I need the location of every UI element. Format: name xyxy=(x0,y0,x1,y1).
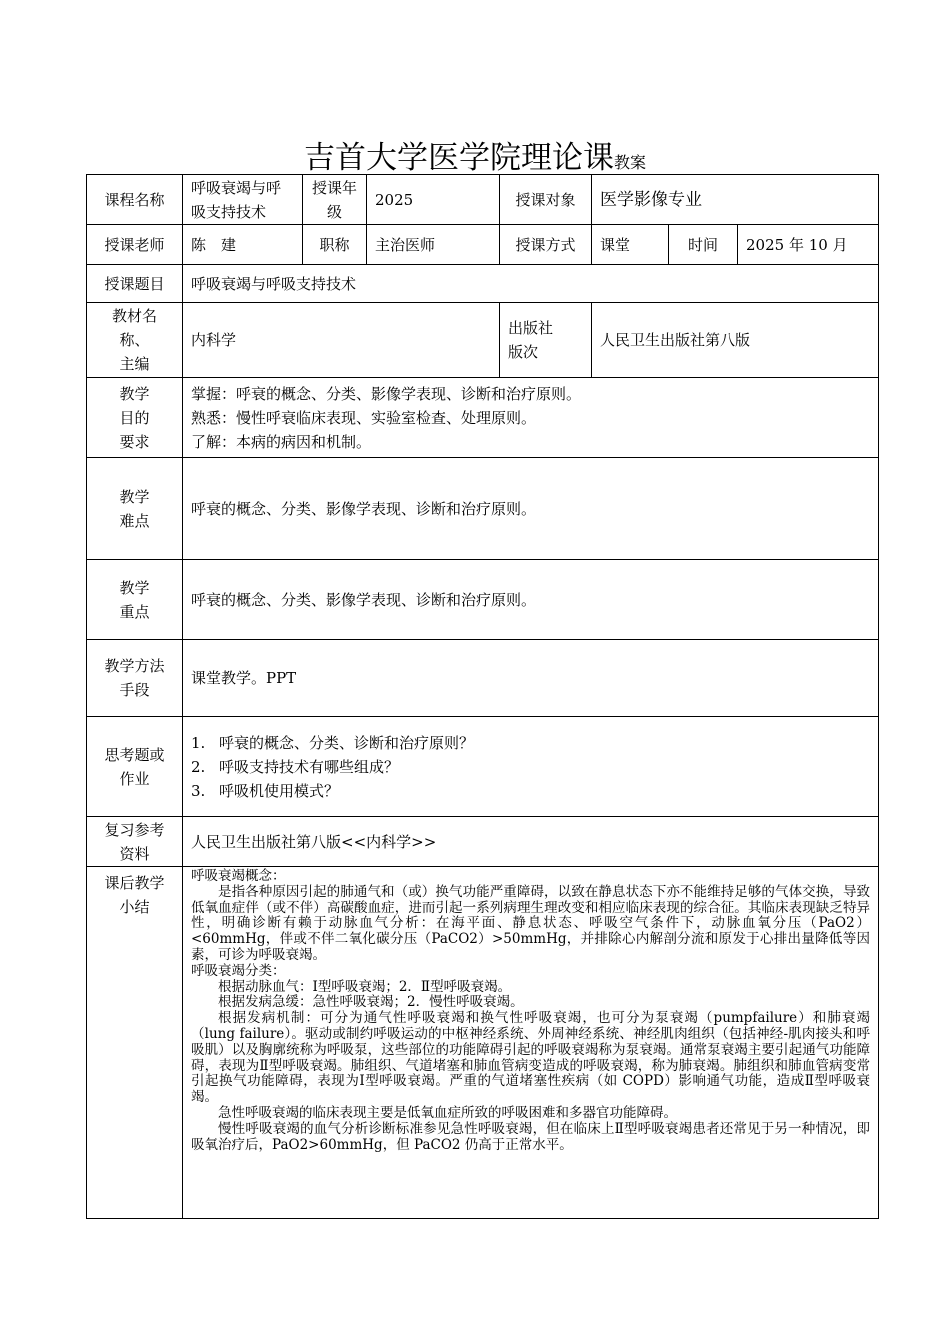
homework-row xyxy=(87,717,879,817)
key-points-label: 教学 重点 xyxy=(87,560,183,640)
summary-paragraph: 根据动脉血气：Ⅰ型呼吸衰竭；2．Ⅱ型呼吸衰竭。 xyxy=(218,978,512,995)
difficulties-row xyxy=(87,458,879,560)
references-label: 复习参考 资料 xyxy=(87,817,183,867)
topic-row xyxy=(87,265,879,303)
key-points-value: 呼衰的概念、分类、影像学表现、诊断和治疗原则。 xyxy=(183,560,879,640)
textbook-row xyxy=(87,303,879,378)
teacher-value: 陈 建 xyxy=(183,225,303,265)
title-main: 吉首大学医学院理论课 xyxy=(303,140,614,176)
teacher-label: 授课老师 xyxy=(87,225,183,265)
textbook-label: 教材名 称、 主编 xyxy=(87,303,183,378)
textbook-value: 内科学 xyxy=(183,303,500,378)
summary-paragraph: 根据发病急缓：急性呼吸衰竭；2．慢性呼吸衰竭。 xyxy=(218,994,524,1011)
homework-list xyxy=(183,717,879,817)
list-item: 1. 呼衰的概念、分类、诊断和治疗原则？ xyxy=(191,733,475,752)
topic-value: 呼吸衰竭与呼吸支持技术 xyxy=(183,265,879,303)
summary-content xyxy=(183,867,879,1219)
course-info-row xyxy=(87,175,879,225)
difficulties-value: 呼衰的概念、分类、影像学表现、诊断和治疗原则。 xyxy=(183,458,879,560)
teaching-method-value: 课堂教学。PPT xyxy=(183,640,879,717)
summary-paragraph: 是指各种原因引起的肺通气和（或）换气功能严重障碍，以致在静息状态下亦不能维持足够的气体交换，导致低氧血症伴（或不伴）高碳酸血症，进而引起一系列病理生理改变和相应临床表现的综合征。其临床表现缺乏特异性，明确诊断有赖于动脉血气分析：在海平面、静息状态、呼吸空气条件下，动脉血氧分压（PaO2）<60mmHg，伴或不伴二氧化碳分压（PaCO2）>50mmHg，并排除心内解剖分流和原发于心排出量降低等因素，可诊为呼吸衰竭。 xyxy=(191,883,871,963)
objectives-value: 掌握：呼衰的概念、分类、影像学表现、诊断和治疗原则。 熟悉：慢性呼衰临床表现、实验室检查、处理原则。 了解：本病的病因和机制。 xyxy=(183,378,879,458)
summary-paragraph: 急性呼吸衰竭的临床表现主要是低氧血症所致的呼吸困难和多器官功能障碍。 xyxy=(218,1104,677,1121)
list-item: 2. 呼吸支持技术有哪些组成？ xyxy=(191,757,400,776)
publisher-label: 出版社 版次 xyxy=(500,303,592,378)
grade-value: 2025 xyxy=(367,175,500,225)
method-value: 课堂 xyxy=(592,225,669,265)
job-title-label: 职称 xyxy=(303,225,367,265)
references-value: 人民卫生出版社第八版<<内科学>> xyxy=(183,817,879,867)
method-label: 授课方式 xyxy=(500,225,592,265)
title-sub: 教案 xyxy=(613,153,646,172)
time-value: 2025 年 10 月 xyxy=(738,225,879,265)
grade-label: 授课年级 xyxy=(303,175,367,225)
list-item: 3. 呼吸机使用模式？ xyxy=(191,781,340,800)
teacher-info-row xyxy=(87,225,879,265)
summary-row xyxy=(87,867,879,1219)
audience-label: 授课对象 xyxy=(500,175,592,225)
course-name-label: 课程名称 xyxy=(87,175,183,225)
teaching-method-row xyxy=(87,640,879,717)
objectives-label: 教学 目的 要求 xyxy=(87,378,183,458)
key-points-row xyxy=(87,560,879,640)
references-row xyxy=(87,817,879,867)
audience-value: 医学影像专业 xyxy=(592,175,879,225)
summary-paragraph: 根据发病机制：可分为通气性呼吸衰竭和换气性呼吸衰竭，也可分为泵衰竭（pumpfailure）和肺衰竭（lung failure）。驱动或制约呼吸运动的中枢神经系统、外周神经系统、神经肌肉组织（包括神经-肌肉接头和呼吸肌）以及胸廓统称为呼吸泵，这些部位的功能障碍引起的呼吸衰竭称为泵衰竭。通常泵衰竭主要引起通气功能障碍，表现为Ⅱ型呼吸衰竭。肺组织、气道堵塞和肺血管病变造成的呼吸衰竭，称为肺衰竭。肺组织和肺血管病变常引起换气功能障碍，表现为Ⅰ型呼吸衰竭。严重的气道堵塞性疾病（如 COPD）影响通气功能，造成Ⅱ型呼吸衰竭。 xyxy=(191,1010,871,1106)
time-label: 时间 xyxy=(669,225,738,265)
summary-paragraph: 慢性呼吸衰竭的血气分析诊断标准参见急性呼吸衰竭，但在临床上Ⅱ型呼吸衰竭患者还常见于另一种情况，即吸氧治疗后，PaO2>60mmHg，但 PaCO2 仍高于正常水平。 xyxy=(191,1120,871,1153)
objectives-row xyxy=(87,378,879,458)
topic-label: 授课题目 xyxy=(87,265,183,303)
homework-label: 思考题或 作业 xyxy=(87,717,183,817)
summary-heading: 呼吸衰竭概念： xyxy=(191,868,286,884)
summary-label: 课后教学 小结 xyxy=(87,867,183,1219)
publisher-value: 人民卫生出版社第八版 xyxy=(592,303,879,378)
lesson-plan-table xyxy=(86,174,879,1219)
document-title xyxy=(0,132,950,177)
teaching-method-label: 教学方法 手段 xyxy=(87,640,183,717)
difficulties-label: 教学 难点 xyxy=(87,458,183,560)
summary-heading: 呼吸衰竭分类： xyxy=(191,962,286,979)
course-name-value: 呼吸衰竭与呼吸支持技术 xyxy=(183,175,303,225)
job-title-value: 主治医师 xyxy=(367,225,500,265)
